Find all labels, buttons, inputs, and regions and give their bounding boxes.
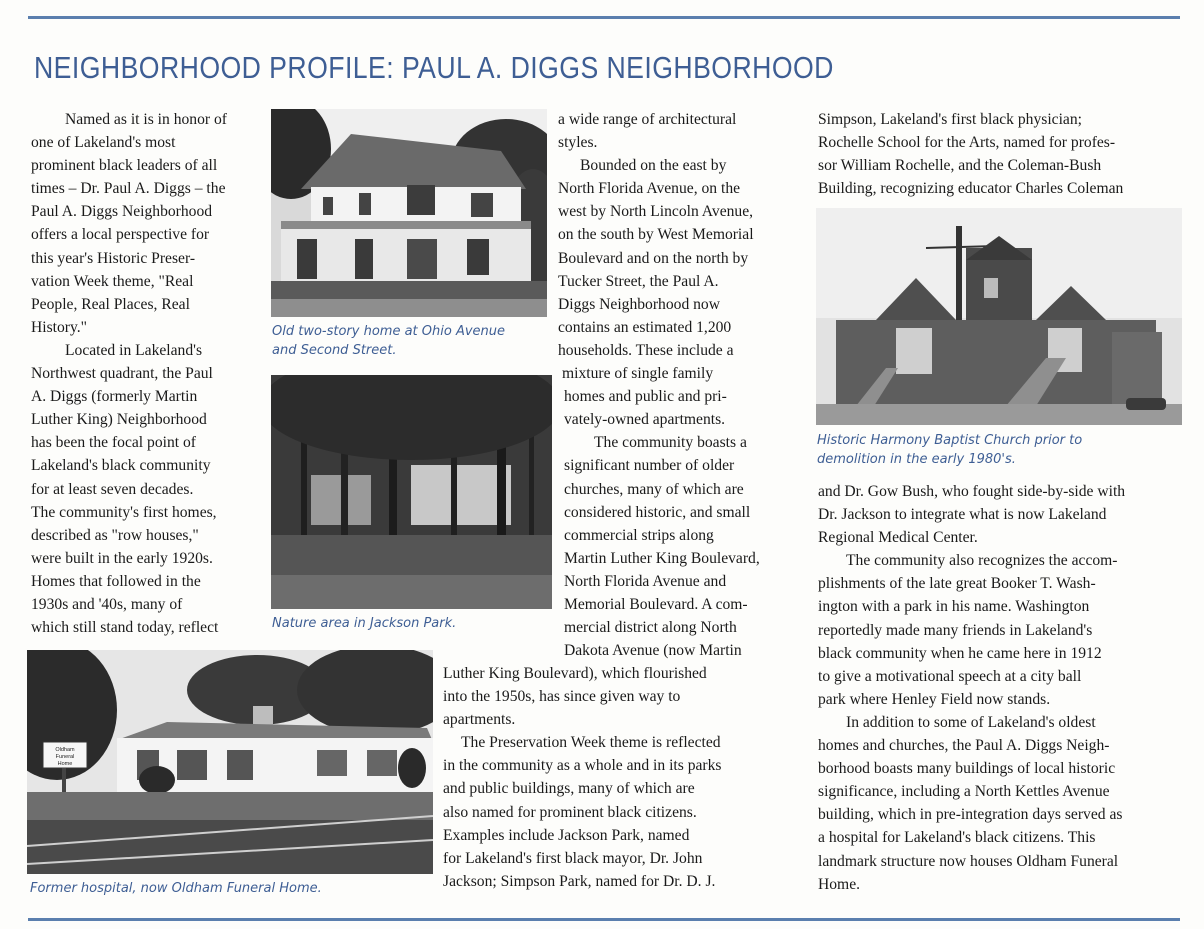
text-line: mixture of single family <box>562 365 714 383</box>
text-line: The community boasts a <box>594 434 747 452</box>
top-rule <box>28 16 1180 19</box>
text-line: A. Diggs (formerly Martin <box>31 388 198 406</box>
text-line: households. These include a <box>558 341 734 359</box>
text-line: homes and churches, the Paul A. Diggs Neigh- <box>818 737 1110 755</box>
text-line: styles. <box>558 134 598 152</box>
text-line: Northwest quadrant, the Paul <box>31 365 213 383</box>
text-line: churches, many of which are <box>564 480 744 498</box>
text-line: Tucker Street, the Paul A. <box>558 272 719 290</box>
church-photo <box>816 208 1182 425</box>
text-line: Homes that followed in the <box>31 572 201 590</box>
text-line: on the south by West Memorial <box>558 226 754 244</box>
sign-text: Home <box>57 761 73 767</box>
text-line: apartments. <box>443 711 516 729</box>
sign-text: Funeral <box>55 754 75 760</box>
text-line: black community when he came here in 1912 <box>818 644 1102 662</box>
house-photo <box>271 109 547 317</box>
text-line: for at least seven decades. <box>31 480 194 498</box>
caption-line: and Second Street. <box>272 343 397 358</box>
text-line: Paul A. Diggs Neighborhood <box>31 203 213 221</box>
hospital-caption: Former hospital, now Oldham Funeral Home. <box>30 881 322 896</box>
text-line: 1930s and '40s, many of <box>31 595 183 613</box>
text-line: Boulevard and on the north by <box>558 249 749 267</box>
text-line: Jackson; Simpson Park, named for Dr. D. J. <box>443 872 716 890</box>
text-line: building, which in pre-integration days served as <box>818 806 1123 824</box>
text-line: Martin Luther King Boulevard, <box>564 549 760 567</box>
text-line: Luther King) Neighborhood <box>31 411 207 429</box>
text-line: Simpson, Lakeland's first black physician; <box>818 111 1082 128</box>
text-line: which still stand today, reflect <box>31 619 219 637</box>
text-line: The Preservation Week theme is reflected <box>461 734 721 752</box>
text-line: sor William Rochelle, and the Coleman-Bush <box>818 157 1102 175</box>
text-line: mercial district along North <box>564 619 737 637</box>
text-line: in the community as a whole and in its parks <box>443 757 722 775</box>
text-line: significant number of older <box>564 457 735 475</box>
text-line: landmark structure now houses Oldham Funeral <box>818 852 1119 870</box>
text-line: offers a local perspective for <box>31 226 210 244</box>
text-line: ington with a park in his name. Washington <box>818 598 1090 616</box>
text-line: People, Real Places, Real <box>31 295 190 313</box>
column-3b-text <box>443 662 721 893</box>
column-4b-text <box>818 480 1125 896</box>
text-line: a hospital for Lakeland's black citizens. This <box>818 829 1096 847</box>
text-line: contains an estimated 1,200 <box>558 318 732 336</box>
text-line: Bounded on the east by <box>580 157 727 175</box>
text-line: times – Dr. Paul A. Diggs – the <box>31 180 226 198</box>
text-line: Building, recognizing educator Charles Coleman <box>818 180 1124 198</box>
text-line: Luther King Boulevard), which flourished <box>443 665 707 682</box>
text-line: into the 1950s, has since given way to <box>443 688 681 706</box>
text-line: vately-owned apartments. <box>564 411 726 429</box>
text-line: In addition to some of Lakeland's oldest <box>846 713 1096 731</box>
text-line: Memorial Boulevard. A com- <box>564 595 748 613</box>
text-line: were built in the early 1920s. <box>31 549 213 567</box>
text-line: homes and public and pri- <box>564 388 727 406</box>
text-line: a wide range of architectural <box>558 111 737 128</box>
page-title: NEIGHBORHOOD PROFILE: PAUL A. DIGGS NEIGHBORHOOD <box>34 50 834 85</box>
text-line: one of Lakeland's most <box>31 134 176 152</box>
text-line: park where Henley Field now stands. <box>818 690 1051 708</box>
text-line: Lakeland's black community <box>31 457 211 475</box>
text-line: vation Week theme, "Real <box>31 272 194 290</box>
text-line: considered historic, and small <box>564 503 751 521</box>
church-caption <box>817 431 1082 469</box>
text-line: has been the focal point of <box>31 434 196 452</box>
sign-text: Oldham <box>55 747 75 753</box>
text-line: Regional Medical Center. <box>818 529 978 547</box>
text-line: North Florida Avenue, on the <box>558 180 741 198</box>
text-line: prominent black leaders of all <box>31 157 218 175</box>
text-line: Rochelle School for the Arts, named for profes- <box>818 134 1116 152</box>
text-line: North Florida Avenue and <box>564 572 727 590</box>
bottom-rule <box>28 918 1180 921</box>
hospital-photo <box>27 650 433 874</box>
text-line: Located in Lakeland's <box>65 341 203 359</box>
column-3-text <box>558 108 760 662</box>
text-line: also named for prominent black citizens. <box>443 803 697 821</box>
house-caption <box>272 322 505 360</box>
text-line: plishments of the late great Booker T. Wash- <box>818 575 1096 593</box>
park-photo <box>271 375 552 609</box>
park-caption: Nature area in Jackson Park. <box>272 616 457 631</box>
text-line: to give a motivational speech at a city ball <box>818 667 1082 685</box>
text-line: for Lakeland's first black mayor, Dr. John <box>443 849 703 867</box>
text-line: Dr. Jackson to integrate what is now Lakeland <box>818 506 1107 524</box>
text-line: reportedly made many friends in Lakeland's <box>818 621 1093 639</box>
text-line: west by North Lincoln Avenue, <box>558 203 754 221</box>
caption-line: Old two-story home at Ohio Avenue <box>272 324 506 339</box>
caption-line: Historic Harmony Baptist Church prior to <box>817 433 1083 448</box>
text-line: Home. <box>818 875 861 893</box>
text-line: History." <box>31 318 88 336</box>
text-line: and public buildings, many of which are <box>443 780 695 798</box>
column-4a-text <box>818 108 1123 200</box>
column-1-text <box>31 108 227 639</box>
text-line: significance, including a North Kettles Avenue <box>818 783 1110 801</box>
text-line: Examples include Jackson Park, named <box>443 826 690 844</box>
text-line: Named as it is in honor of <box>65 111 227 128</box>
text-line: The community also recognizes the accom- <box>846 552 1118 570</box>
text-line: Diggs Neighborhood now <box>558 295 720 313</box>
text-line: Dakota Avenue (now Martin <box>564 642 742 660</box>
text-line: described as "row houses," <box>31 526 199 544</box>
caption-line: demolition in the early 1980's. <box>817 452 1016 467</box>
text-line: this year's Historic Preser- <box>31 249 196 267</box>
text-line: and Dr. Gow Bush, who fought side-by-side with <box>818 483 1126 500</box>
text-line: commercial strips along <box>564 526 714 544</box>
text-line: borhood boasts many buildings of local historic <box>818 760 1116 778</box>
text-line: The community's first homes, <box>31 503 217 521</box>
